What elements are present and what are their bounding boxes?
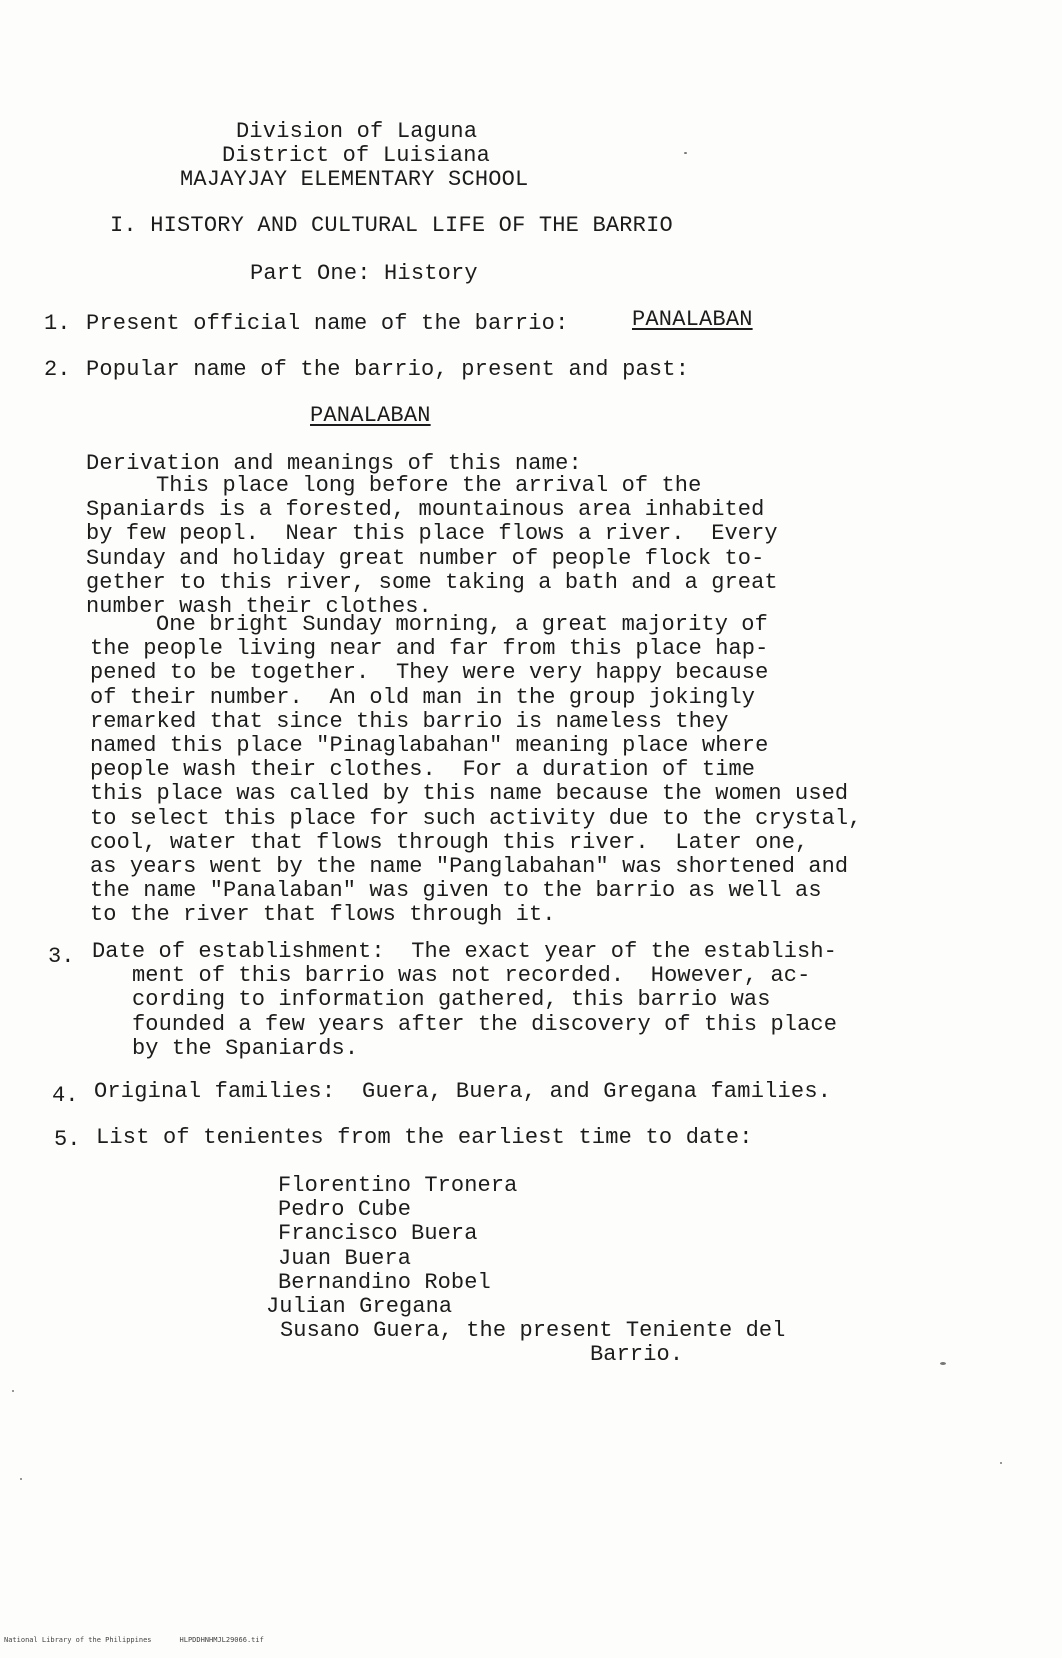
scan-speck bbox=[684, 152, 687, 154]
paragraph-line: pened to be together. They were very happy because bbox=[90, 660, 769, 686]
footer-library: National Library of the Philippines bbox=[4, 1636, 152, 1644]
item1-number: 1. bbox=[44, 311, 71, 336]
teniente-name: Susano Guera, the present Teniente del bbox=[280, 1318, 786, 1344]
teniente-name: Juan Buera bbox=[278, 1245, 412, 1271]
paragraph-line: to the river that flows through it. bbox=[90, 902, 556, 928]
item5-text: List of tenientes from the earliest time to date: bbox=[96, 1125, 753, 1150]
scan-speck bbox=[940, 1362, 946, 1365]
item4-text: Original families: Guera, Buera, and Gregana families. bbox=[94, 1079, 832, 1104]
paragraph-line: This place long before the arrival of the bbox=[156, 473, 702, 498]
paragraph-line: number wash their clothes. bbox=[86, 594, 432, 620]
scan-footer bbox=[4, 1636, 292, 1644]
paragraph-line: the people living near and far from this place hap- bbox=[90, 636, 769, 662]
scan-speck bbox=[1000, 1462, 1002, 1464]
item1-label: Present official name of the barrio: bbox=[86, 311, 569, 336]
paragraph-line: ment of this barrio was not recorded. However, ac- bbox=[132, 963, 811, 989]
teniente-continuation: Barrio. bbox=[590, 1342, 684, 1368]
derivation-paragraph-1 bbox=[86, 474, 778, 619]
paragraph-line: gether to this river, some taking a bath and a great bbox=[86, 569, 778, 595]
paragraph-line: as years went by the name "Panglabahan" was shortened and bbox=[90, 854, 849, 880]
paragraph-line: cording to information gathered, this barrio was bbox=[132, 987, 771, 1013]
paragraph-line: Spaniards is a forested, mountainous area inhabited bbox=[86, 497, 765, 523]
item4-number: 4. bbox=[52, 1083, 79, 1108]
teniente-name: Francisco Buera bbox=[278, 1221, 478, 1247]
paragraph-line: people wash their clothes. For a duration of time bbox=[90, 757, 756, 783]
paragraph-line: One bright Sunday morning, a great majority of bbox=[156, 612, 768, 637]
item3-text bbox=[92, 940, 837, 1061]
header-division: Division of Laguna bbox=[236, 119, 478, 144]
paragraph-line: the name "Panalaban" was given to the barrio as well as bbox=[90, 878, 822, 904]
footer-file-id: HLPDDHNHMJL29066.tif bbox=[179, 1636, 264, 1644]
teniente-name: Pedro Cube bbox=[278, 1197, 412, 1223]
header-district: District of Luisiana bbox=[222, 143, 491, 168]
paragraph-line: this place was called by this name because the women used bbox=[90, 781, 849, 807]
part-title: Part One: History bbox=[250, 261, 478, 286]
derivation-paragraph-2 bbox=[90, 613, 862, 928]
paragraph-line: by few peopl. Near this place flows a river. Every bbox=[86, 521, 778, 547]
paragraph-line: founded a few years after the discovery of this place bbox=[132, 1011, 838, 1037]
teniente-name: Florentino Tronera bbox=[278, 1173, 518, 1198]
paragraph-line: by the Spaniards. bbox=[132, 1035, 359, 1061]
scan-speck bbox=[20, 1478, 22, 1480]
item3-number: 3. bbox=[48, 944, 75, 969]
paragraph-line: Sunday and holiday great number of people flock to- bbox=[86, 545, 765, 571]
item2-label: Popular name of the barrio, present and past: bbox=[86, 357, 690, 382]
paragraph-line: to select this place for such activity due to the crystal, bbox=[90, 805, 862, 831]
derivation-heading: Derivation and meanings of this name: bbox=[86, 451, 582, 476]
item1-value: PANALABAN bbox=[632, 307, 753, 332]
paragraph-line: Date of establishment: The exact year of the establish- bbox=[92, 939, 837, 964]
section-title: I. HISTORY AND CULTURAL LIFE OF THE BARRIO bbox=[110, 213, 673, 238]
header-school: MAJAYJAY ELEMENTARY SCHOOL bbox=[180, 167, 529, 192]
paragraph-line: cool, water that flows through this river. Later one, bbox=[90, 829, 809, 855]
teniente-name: Julian Gregana bbox=[266, 1294, 453, 1320]
item2-number: 2. bbox=[44, 357, 71, 382]
item2-value: PANALABAN bbox=[310, 403, 431, 428]
paragraph-line: remarked that since this barrio is nameless they bbox=[90, 708, 729, 734]
teniente-name: Bernandino Robel bbox=[278, 1269, 491, 1295]
paragraph-line: named this place "Pinaglabahan" meaning place where bbox=[90, 733, 769, 759]
item5-number: 5. bbox=[54, 1127, 81, 1152]
tenientes-list bbox=[266, 1174, 785, 1368]
scan-speck bbox=[12, 1390, 14, 1392]
paragraph-line: of their number. An old man in the group jokingly bbox=[90, 684, 756, 710]
